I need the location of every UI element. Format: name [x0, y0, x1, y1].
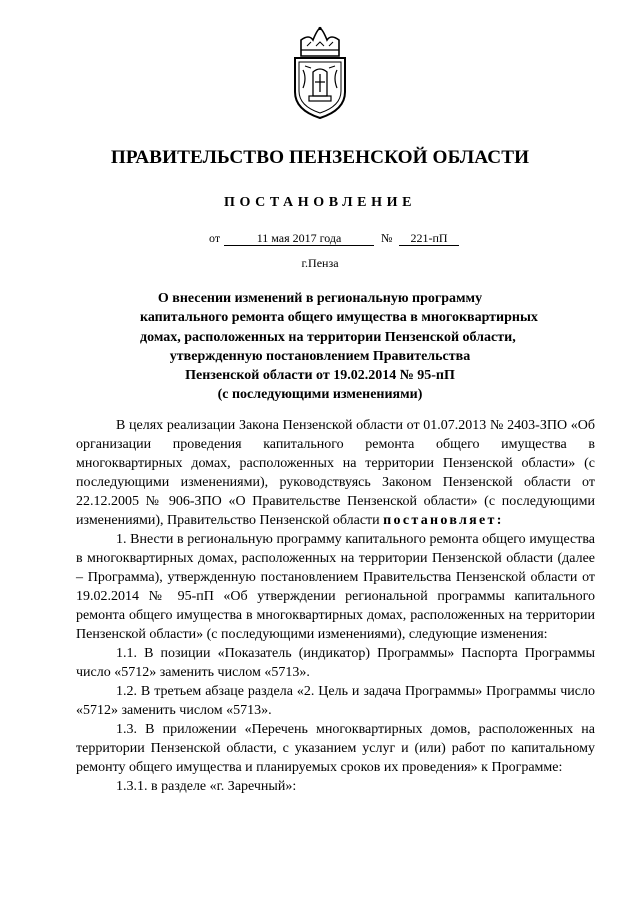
body-paragraph: 1.1. В позиции «Показатель (индикатор) Программы» Паспорта Программы число «5712» заменить числом «5713». — [76, 646, 595, 680]
body-paragraph: 1.3. В приложении «Перечень многоквартирных домов, расположенных на территории Пензенской области, с указанием услуг и (или) работ по капитальному ремонту общего имущества и планируемых сроков их проведения» к Программе: — [76, 722, 595, 775]
subject-line: капитального ремонта общего имущества в многоквартирных — [140, 310, 538, 326]
preamble-text: В целях реализации Закона Пензенской области от 01.07.2013 № 2403-ЗПО «Об организации проведения капитального ремонта общего имущества в многоквартирных домах, расположенных на территории Пензенской области» (с последующими изменениями), руководствуясь Законом Пензенской области от 22.12.2005 № 906-ЗПО «О Правительстве Пензенской области» (с последующими изменениями), Правительство Пензенской области — [76, 418, 595, 528]
subject-line: домах, расположенных на территории Пензенской области, — [140, 329, 516, 345]
date-number-line — [0, 230, 640, 248]
subject-line: утвержденную постановлением Правительства — [169, 348, 471, 364]
preamble-paragraph — [76, 416, 595, 530]
subject-line: (с последующими изменениями) — [217, 387, 423, 403]
city: г.Пенза — [301, 256, 339, 270]
document-body — [76, 416, 595, 796]
subject-line: Пензенской области от 19.02.2014 № 95-пП — [185, 368, 455, 384]
body-paragraph: 1. Внести в региональную программу капитального ремонта общего имущества в многоквартирных домах, расположенных на территории Пензенской области (далее – Программа), утвержденную постановлением Правительства Пензенской области от 19.02.2014 № 95-пП «Об утверждении региональной программы капитального ремонта общего имущества в многоквартирных домах, расположенных на территории Пензенской области» (с последующими изменениями), следующие изменения: — [76, 532, 595, 642]
document-type: ПОСТАНОВЛЕНИЕ — [223, 195, 417, 210]
document-date: 11 мая 2017 года — [224, 230, 374, 246]
body-paragraph: 1.3.1. в разделе «г. Заречный»: — [116, 779, 297, 794]
subject-line: О внесении изменений в региональную программу — [157, 291, 483, 306]
resolves-keyword: постановляет: — [383, 513, 504, 528]
government-title: ПРАВИТЕЛЬСТВО ПЕНЗЕНСКОЙ ОБЛАСТИ — [110, 147, 530, 168]
number-prefix: № — [381, 231, 393, 245]
date-prefix: от — [209, 231, 221, 245]
document-number: 221-пП — [399, 230, 459, 246]
coat-of-arms-icon — [287, 26, 353, 122]
document-subject — [140, 289, 538, 405]
body-paragraph: 1.2. В третьем абзаце раздела «2. Цель и задача Программы» Программы число «5712» заменить числом «5713». — [76, 684, 595, 718]
